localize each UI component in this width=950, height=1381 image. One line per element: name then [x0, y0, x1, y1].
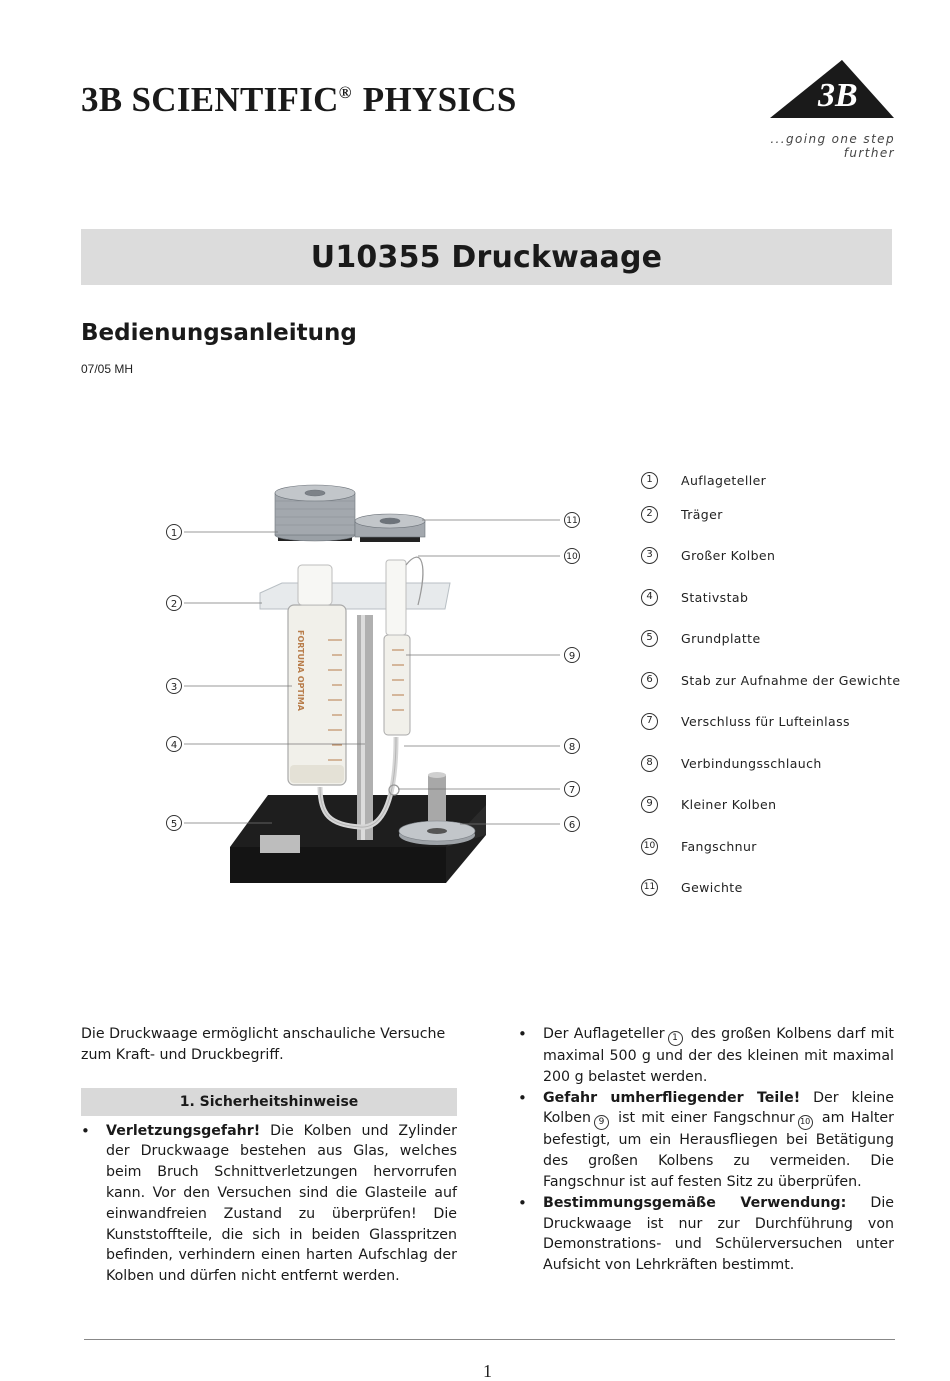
right-column [518, 1024, 894, 1276]
callout-5: 5 [170, 819, 178, 830]
legend-number: 7 [641, 713, 658, 730]
bullet-text: des großen Kolbens darf mit maximal 500 g und der des kleinen mit maximal 200 g belastet werden. [543, 1026, 894, 1085]
bullet-text: Der Auflageteller [543, 1026, 665, 1042]
left-column [81, 1024, 457, 1287]
legend-label: Großer Kolben [681, 547, 776, 563]
legend-item [641, 470, 766, 490]
brand-title [81, 80, 517, 120]
legend-item [641, 794, 776, 814]
legend-label: Kleiner Kolben [681, 796, 777, 812]
legend-label: Verschluss für Lufteinlass [681, 713, 850, 729]
footer-divider [84, 1339, 895, 1340]
legend-number: 6 [641, 672, 658, 689]
legend-item [641, 877, 743, 897]
legend-label: Stab zur Aufnahme der Gewichte [681, 672, 901, 688]
syringe-brand-label: FORTUNA OPTIMA [296, 630, 305, 711]
inline-callout: 10 [798, 1115, 813, 1130]
bullet-heading: Verletzungsgefahr! [106, 1122, 261, 1139]
legend-number: 10 [641, 838, 658, 855]
weights-stack-small [355, 514, 425, 537]
legend-item [641, 670, 900, 690]
legend-item [641, 836, 757, 856]
legend-number: 5 [641, 630, 658, 647]
legend-label: Stativstab [681, 589, 749, 605]
bullet-heading: Gefahr umherfliegender Teile! [543, 1089, 801, 1106]
callout-8: 8 [568, 742, 576, 753]
callout-9: 9 [568, 651, 576, 662]
callout-3: 3 [170, 682, 178, 693]
title-bar [81, 229, 892, 285]
legend-label: Verbindungsschlauch [681, 755, 822, 771]
subtitle: Bedienungsanleitung [81, 320, 357, 346]
safety-bullet-flying-parts [518, 1088, 894, 1193]
legend-label: Fangschnur [681, 838, 757, 854]
callout-1: 1 [170, 528, 178, 539]
legend-number: 9 [641, 796, 658, 813]
legend-number: 8 [641, 755, 658, 772]
legend-item [641, 545, 775, 565]
callout-2: 2 [170, 599, 178, 610]
brand-name: 3B SCIENTIFIC [81, 80, 339, 119]
safety-bullet-intended-use [518, 1193, 894, 1276]
bullet-heading: Bestimmungsgemäße Verwendung: [543, 1194, 847, 1211]
page-number: 1 [483, 1361, 492, 1381]
legend-item [641, 587, 748, 607]
bullet-text: Der kleine Kolben [543, 1089, 894, 1127]
section-heading-safety: 1. Sicherheitshinweise [81, 1088, 457, 1116]
weight-rod-shape [428, 775, 446, 825]
3b-logo [768, 54, 896, 124]
safety-bullet-load [518, 1024, 894, 1088]
inline-callout: 1 [668, 1031, 683, 1046]
bullet-text: Die Kolben und Zylinder der Druckwaage bestehen aus Glas, welches beim Bruch Schnittverletzungen hervorrufen kann. Vor den Versuchen sind die Glasteile auf einwandfreien Zustand zu überprüfen! Die Kunststoffteile, die sich in beiden Glasspritzen befinden, verhindern einen harten Aufschlag der Kolben und dürfen nicht entfernt werden. [106, 1122, 457, 1285]
legend-item [641, 504, 723, 524]
safety-bullet-injury [81, 1121, 457, 1287]
version-code: 07/05 MH [81, 362, 134, 376]
legend-number: 4 [641, 589, 658, 606]
inline-callout: 9 [594, 1115, 609, 1130]
bullet-text: am Halter befestigt, um ein Herausfliegen bei Betätigung des großen Kolbens zu vermeiden. Die Fangschnur ist auf festen Sitz zu überprüfen. [543, 1110, 894, 1190]
bullet-text: ist mit einer Fangschnur [618, 1110, 795, 1127]
tagline: ...going one step further [770, 132, 895, 160]
callout-6: 6 [568, 820, 576, 831]
legend-label: Auflageteller [681, 472, 767, 488]
legend-item [641, 711, 850, 731]
legend-label: Gewichte [681, 879, 743, 895]
document-title: U10355 Druckwaage [310, 240, 663, 275]
callout-4: 4 [170, 740, 178, 751]
legend-number: 2 [641, 506, 658, 523]
legend-label: Träger [681, 506, 723, 522]
intro-paragraph: Die Druckwaage ermöglicht anschauliche Versuche zum Kraft- und Druckbegriff. [81, 1026, 446, 1063]
legend-number: 11 [641, 879, 658, 896]
legend-item [641, 753, 822, 773]
callout-10: 10 [566, 552, 578, 562]
bullet-text: Die Druckwaage ist nur zur Durchführung von Demonstrations- und Schülerversuchen unter Aufsicht von Lehrkräften bestimmt. [543, 1194, 894, 1274]
legend-item [641, 628, 761, 648]
logo-text: 3B [818, 77, 858, 114]
legend-label: Grundplatte [681, 630, 761, 646]
apparatus-illustration [160, 465, 600, 885]
legend-number: 1 [641, 472, 658, 489]
legend-number: 3 [641, 547, 658, 564]
callout-7: 7 [568, 785, 576, 796]
logo-registered-mark: ® [872, 83, 881, 93]
brand-registered-mark: ® [338, 83, 352, 103]
weights-stack-large [275, 485, 355, 541]
brand-suffix: PHYSICS [362, 80, 517, 119]
callout-11: 11 [566, 516, 578, 526]
